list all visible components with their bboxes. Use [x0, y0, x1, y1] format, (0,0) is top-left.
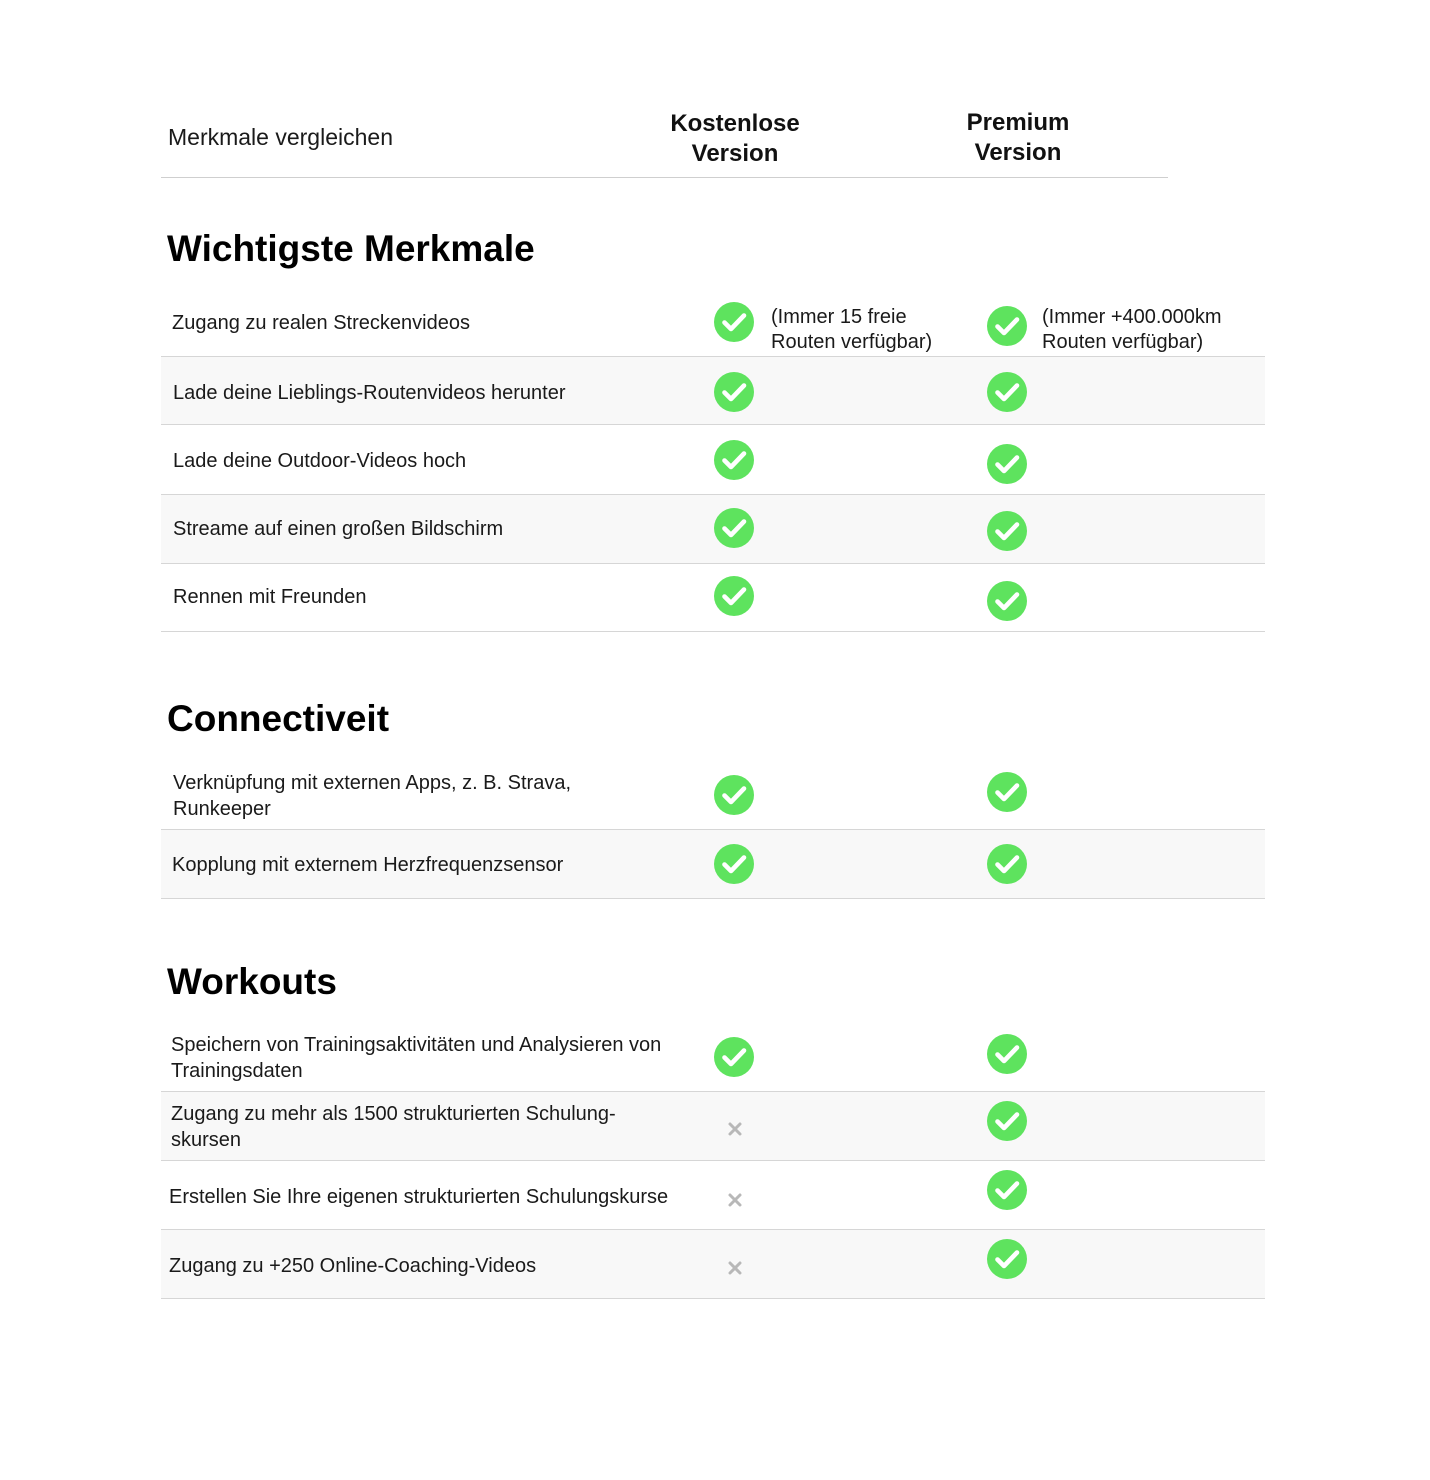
row-label: Speichern von Trainingsaktivitäten und Analysieren von Trainingsdaten: [171, 1034, 662, 1082]
row-label: Zugang zu realen Streckenvideos: [172, 312, 470, 334]
check-icon: [714, 576, 754, 616]
cross-icon: [727, 1260, 743, 1276]
check-icon: [987, 1239, 1027, 1279]
section-title-workouts: Workouts: [167, 961, 337, 1002]
check-icon: [987, 844, 1027, 884]
cross-icon: [727, 1192, 743, 1208]
table-row: [161, 762, 1265, 830]
table-row: [161, 564, 1265, 632]
check-icon: [714, 1037, 754, 1077]
compare-features-label: Merkmale vergleichen: [168, 124, 393, 150]
check-icon: [987, 772, 1027, 812]
row-label: Streame auf einen großen Bildschirm: [173, 518, 504, 540]
cross-icon: [727, 1121, 743, 1137]
check-icon: [987, 372, 1027, 412]
check-icon: [714, 372, 754, 412]
row-label: Lade deine Outdoor-Videos hoch: [173, 450, 467, 472]
section-title-main-features: Wichtigste Merkmale: [167, 228, 535, 269]
check-icon: [714, 775, 754, 815]
check-icon: [987, 511, 1027, 551]
row-label: Zugang zu mehr als 1500 strukturierten Schulung-skursen: [171, 1103, 616, 1151]
table-row: [161, 425, 1265, 495]
comparison-header: [161, 100, 1168, 178]
check-icon: [714, 844, 754, 884]
free-note: (Immer 15 freie Routen verfügbar): [771, 306, 933, 353]
row-label: Kopplung mit externem Herzfrequenzsensor: [172, 854, 564, 876]
table-row: [161, 290, 1265, 357]
premium-note: (Immer +400.000km Routen verfügbar): [1042, 306, 1222, 353]
table-row: [161, 1161, 1265, 1230]
check-icon: [987, 1034, 1027, 1074]
check-icon: [714, 440, 754, 480]
check-icon: [987, 1101, 1027, 1141]
check-icon: [987, 581, 1027, 621]
table-row: [161, 495, 1265, 564]
table-row: [161, 357, 1265, 425]
row-label: Lade deine Lieblings-Routenvideos herunter: [173, 382, 566, 404]
premium-version-heading: Premium Version: [966, 109, 1070, 166]
check-icon: [987, 1170, 1027, 1210]
check-icon: [714, 508, 754, 548]
table-row: [161, 830, 1265, 899]
row-label: Verknüpfung mit externen Apps, z. B. Strava, Runkeeper: [173, 772, 571, 820]
check-icon: [987, 444, 1027, 484]
check-icon: [714, 302, 754, 342]
row-label: Zugang zu +250 Online-Coaching-Videos: [169, 1255, 537, 1277]
table-row: [161, 1092, 1265, 1161]
row-label: Rennen mit Freunden: [173, 586, 367, 608]
row-label: Erstellen Sie Ihre eigenen strukturierten Schulungskurse: [169, 1186, 669, 1208]
table-row: [161, 1230, 1265, 1299]
table-row: [161, 1023, 1265, 1092]
section-title-connectivity: Connectiveit: [167, 698, 390, 739]
free-version-heading: Kostenlose Version: [670, 110, 800, 167]
check-icon: [987, 306, 1027, 346]
